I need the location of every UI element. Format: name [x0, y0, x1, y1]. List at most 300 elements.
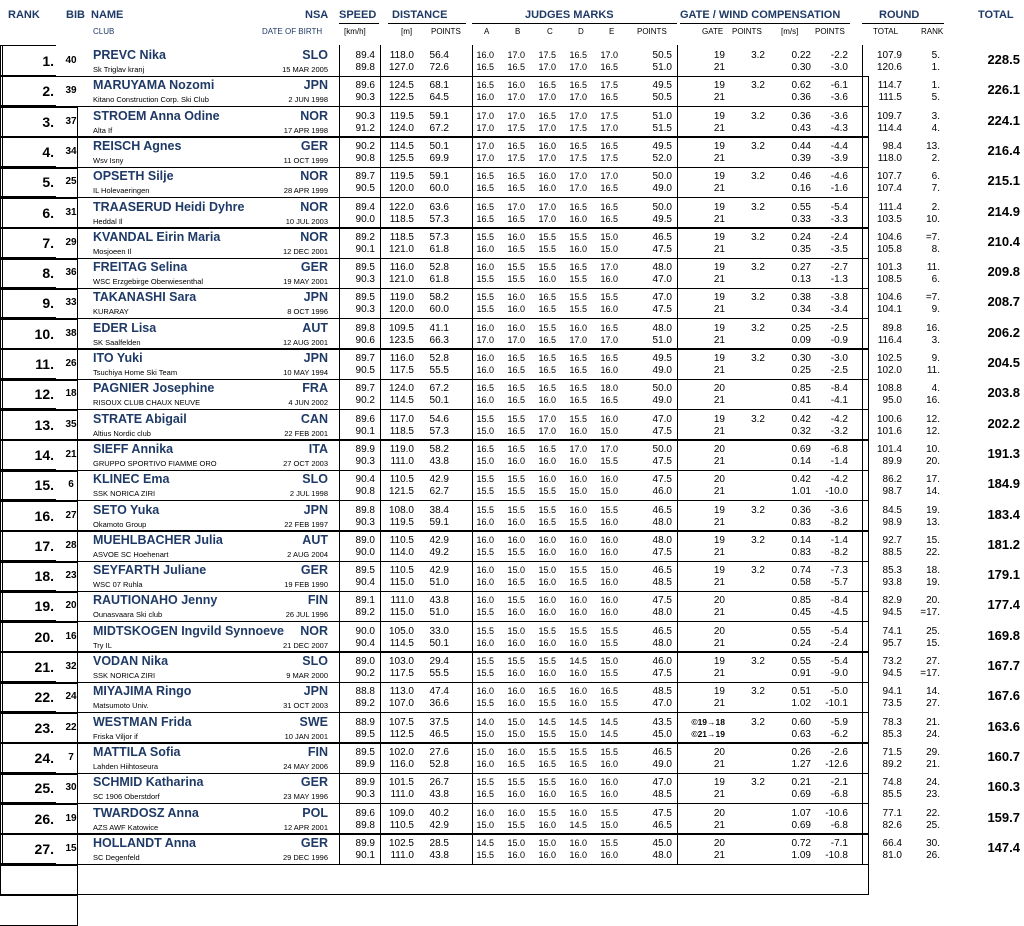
round-rank-value: 25. — [926, 625, 940, 637]
distance-points-value: 58.2 — [429, 292, 449, 304]
speed-value: 90.4 — [355, 577, 375, 589]
judge-e-value: 15.5 — [600, 625, 618, 636]
speed-value: 90.3 — [355, 516, 375, 528]
column-divider — [339, 439, 340, 470]
distance-value: 117.5 — [389, 668, 414, 679]
athlete-dob: 10 JAN 2001 — [284, 731, 328, 741]
speed-value: 90.2 — [355, 140, 375, 152]
wind-speed-value: 0.69 — [791, 819, 811, 831]
column-divider — [862, 136, 863, 167]
round-total-value: 89.9 — [882, 455, 902, 467]
judge-c-value: 15.5 — [538, 322, 556, 333]
column-divider — [677, 803, 678, 834]
athlete-name: ITO Yuki — [93, 351, 143, 365]
athlete-dob: 19 FEB 1990 — [284, 580, 328, 590]
judge-c-value: 16.5 — [538, 80, 556, 91]
judge-b-value: 15.0 — [507, 837, 525, 848]
athlete-total: 160.3 — [987, 779, 1020, 795]
judge-e-value: 16.0 — [600, 304, 618, 315]
distance-points-value: 51.0 — [429, 607, 449, 619]
wind-points-value: -3.6 — [830, 110, 848, 122]
judge-b-value: 16.5 — [507, 365, 525, 375]
judge-a-value: 15.0 — [476, 455, 494, 466]
distance-value: 110.5 — [389, 474, 414, 486]
judge-c-value: 17.0 — [538, 425, 556, 436]
gate-points-value: 3.2 — [751, 534, 765, 546]
bib-number: 16 — [65, 630, 77, 642]
rank: 5. — [2, 166, 56, 197]
athlete-club: Heddal Il — [93, 216, 123, 226]
wind-speed-value: 0.34 — [791, 304, 811, 316]
judge-points-value: 48.5 — [652, 789, 672, 801]
judge-points-value: 47.5 — [652, 807, 672, 819]
round-rank-value: 22. — [926, 546, 940, 558]
round-rank-value: 1. — [931, 80, 940, 92]
judge-points-value: 47.0 — [652, 292, 672, 304]
judge-b-value: 17.5 — [507, 152, 525, 163]
judge-points-value: 50.0 — [652, 383, 672, 395]
athlete-nsa: FRA — [302, 381, 328, 396]
distance-points-value: 43.8 — [429, 849, 449, 861]
judge-b-value: 16.0 — [507, 455, 525, 466]
distance-points-value: 60.0 — [429, 183, 449, 195]
gate-value: 19 — [713, 231, 725, 243]
athlete-club: Friska Viljor if — [93, 731, 138, 741]
judge-e-value: 16.5 — [600, 353, 618, 363]
rank: 1. — [2, 45, 56, 76]
column-divider — [677, 469, 678, 500]
column-divider — [339, 772, 340, 803]
rank: 7. — [2, 227, 56, 258]
gate-points-value: 3.2 — [751, 262, 765, 274]
gate-value: 20 — [713, 625, 725, 637]
wind-speed-value: 0.44 — [791, 140, 811, 152]
athlete-nsa: NOR — [300, 199, 328, 214]
table-row — [0, 712, 1024, 743]
round-total-value: 66.4 — [882, 837, 902, 849]
wind-points-value: -5.9 — [830, 716, 848, 728]
bib-number: 22 — [65, 721, 77, 733]
athlete-total: 191.3 — [987, 445, 1020, 461]
judge-e-value: 16.5 — [600, 395, 618, 406]
wind-points-value: -4.5 — [830, 607, 848, 619]
distance-points-value: 33.0 — [429, 625, 449, 637]
header-rank: RANK — [8, 9, 40, 21]
table-row — [0, 469, 1024, 500]
speed-value: 89.2 — [355, 607, 375, 619]
judge-d-value: 16.0 — [569, 807, 587, 818]
wind-points-value: -4.3 — [830, 122, 848, 134]
judge-a-value: 16.0 — [476, 577, 494, 588]
judge-points-value: 45.0 — [652, 728, 672, 740]
wind-speed-value: 0.09 — [791, 334, 811, 346]
speed-value: 89.9 — [355, 837, 375, 849]
round-rank-value: 9. — [931, 304, 940, 316]
athlete-name: REISCH Agnes — [93, 138, 182, 153]
judge-b-value: 16.0 — [507, 322, 525, 333]
judge-points-value: 48.5 — [652, 577, 672, 589]
judge-a-value: 16.5 — [476, 62, 494, 72]
athlete-nsa: GER — [300, 260, 328, 275]
wind-speed-value: 0.83 — [791, 546, 811, 558]
athlete-name: KLINEC Ema — [93, 472, 170, 487]
round-rank-value: 10. — [926, 443, 940, 455]
judge-a-value: 16.5 — [476, 183, 494, 194]
table-row — [0, 409, 1024, 440]
column-divider — [339, 651, 340, 682]
athlete-nsa: NOR — [300, 108, 328, 123]
distance-value: 121.5 — [388, 486, 414, 498]
gate-points-value: 3.2 — [751, 231, 765, 243]
wind-points-value: -1.6 — [830, 183, 848, 195]
round-total-value: 114.4 — [877, 122, 902, 134]
judge-d-value: 16.0 — [569, 474, 587, 485]
wind-speed-value: 0.60 — [791, 716, 811, 728]
round-total-value: 78.3 — [882, 716, 902, 728]
column-divider — [472, 348, 473, 379]
athlete-total: 204.5 — [987, 355, 1020, 370]
rank: 8. — [2, 257, 56, 288]
judge-e-value: 16.0 — [600, 607, 618, 618]
distance-points-value: 47.4 — [429, 686, 449, 698]
wind-speed-value: 0.83 — [791, 516, 811, 528]
athlete-total: 203.8 — [987, 385, 1020, 401]
column-divider — [677, 136, 678, 167]
header-dist-points: POINTS — [431, 27, 461, 36]
round-rank-value: 23. — [926, 789, 940, 801]
wind-speed-value: 0.39 — [791, 152, 811, 164]
judge-e-value: 15.5 — [600, 746, 618, 757]
wind-points-value: -4.2 — [830, 474, 848, 486]
athlete-total: 202.2 — [987, 415, 1020, 431]
gate-points-value: 3.2 — [751, 80, 765, 92]
column-divider — [380, 742, 381, 773]
table-row — [0, 197, 1024, 228]
round-rank-value: 4. — [931, 383, 940, 395]
gate-wind-underline — [680, 23, 850, 24]
column-divider — [862, 318, 863, 349]
column-divider — [677, 378, 678, 409]
judge-d-value: 15.0 — [569, 486, 587, 497]
rank: 17. — [2, 530, 56, 561]
judge-c-value: 15.5 — [538, 243, 556, 254]
judge-d-value: 17.0 — [569, 443, 587, 454]
distance-points-value: 67.2 — [429, 383, 449, 395]
round-rank-value: 12. — [926, 413, 940, 425]
judge-d-value: 16.5 — [569, 140, 587, 151]
column-divider — [339, 469, 340, 500]
judge-c-value: 17.0 — [538, 201, 556, 212]
table-row — [0, 500, 1024, 531]
gate-value: 20 — [713, 595, 725, 607]
speed-value: 90.1 — [355, 425, 375, 437]
rank: 27. — [2, 833, 56, 864]
athlete-total: 181.2 — [987, 536, 1020, 552]
judge-e-value: 15.5 — [600, 837, 618, 848]
gate-points-value: 3.2 — [751, 322, 765, 334]
gate-value: ©19→18 — [691, 716, 725, 727]
judge-c-value: 16.0 — [538, 171, 556, 182]
judge-points-value: 47.5 — [652, 455, 672, 467]
wind-points-value: -3.9 — [830, 152, 848, 164]
athlete-dob: 9 MAR 2000 — [286, 671, 328, 680]
distance-points-value: 50.1 — [429, 395, 449, 407]
column-divider — [677, 590, 678, 621]
athlete-name: OPSETH Silje — [93, 169, 174, 184]
column-divider — [339, 712, 340, 743]
wind-points-value: -8.4 — [830, 595, 848, 607]
judge-b-value: 16.0 — [507, 637, 525, 648]
bib-number: 25 — [65, 176, 77, 188]
table-row — [0, 136, 1024, 167]
wind-points-value: -5.0 — [830, 686, 848, 698]
header-gate: GATE — [702, 27, 724, 36]
athlete-total: 208.7 — [987, 294, 1020, 310]
athlete-nsa: JPN — [303, 502, 328, 517]
distance-value: 124.5 — [388, 80, 414, 92]
distance-points-value: 59.1 — [429, 110, 449, 122]
column-divider — [677, 197, 678, 228]
athlete-club: Tsuchiya Home Ski Team — [93, 368, 178, 377]
judge-e-value: 17.5 — [600, 110, 618, 121]
wind-points-value: -8.4 — [830, 383, 848, 395]
column-divider — [862, 621, 863, 652]
athlete-club: SSK NORICA ZIRI — [93, 671, 156, 680]
judge-d-value: 16.5 — [569, 383, 587, 394]
distance-points-value: 50.1 — [429, 140, 449, 152]
column-divider — [862, 590, 863, 621]
judge-points-value: 47.5 — [652, 425, 672, 437]
athlete-total: 160.7 — [987, 748, 1020, 764]
athlete-dob: 2 JUN 1998 — [288, 95, 328, 105]
header-name: NAME — [91, 9, 124, 21]
judge-a-value: 16.5 — [476, 443, 494, 454]
judge-c-value: 15.5 — [538, 807, 556, 818]
judge-a-value: 16.0 — [476, 262, 494, 273]
rank: 11. — [2, 348, 56, 379]
wind-speed-value: 1.09 — [791, 849, 811, 861]
column-divider — [380, 409, 381, 440]
judge-e-value: 16.0 — [600, 534, 618, 545]
round-rank-value: =17. — [920, 607, 940, 619]
athlete-nsa: JPN — [303, 290, 328, 305]
judge-e-value: 15.5 — [600, 637, 618, 648]
distance-points-value: 29.4 — [429, 656, 449, 667]
athlete-nsa: SLO — [302, 48, 328, 62]
round-rank-value: 24. — [926, 728, 940, 740]
judge-b-value: 15.5 — [507, 504, 525, 515]
judge-points-value: 49.5 — [652, 353, 672, 364]
header-e: E — [609, 27, 615, 36]
judge-d-value: 16.0 — [569, 425, 587, 436]
distance-points-value: 50.1 — [429, 637, 449, 649]
distance-points-value: 52.8 — [429, 262, 449, 274]
athlete-dob: 2 JUL 1998 — [289, 489, 328, 499]
judge-a-value: 16.0 — [476, 565, 494, 576]
wind-points-value: -5.7 — [830, 577, 848, 589]
judge-e-value: 16.5 — [600, 686, 618, 697]
column-divider — [472, 75, 473, 106]
judge-d-value: 14.5 — [569, 716, 587, 727]
athlete-dob: 29 DEC 1996 — [282, 852, 328, 862]
distance-value: 109.5 — [388, 322, 414, 334]
wind-speed-value: 1.01 — [791, 486, 811, 498]
column-divider — [862, 227, 863, 258]
speed-value: 90.4 — [355, 637, 375, 649]
judge-a-value: 16.0 — [476, 758, 494, 769]
round-rank-value: 16. — [926, 322, 940, 334]
athlete-dob: 4 JUN 2002 — [288, 398, 328, 408]
distance-points-value: 36.6 — [429, 698, 449, 710]
wind-speed-value: 0.21 — [791, 777, 811, 789]
rank: 4. — [2, 136, 56, 167]
distance-value: 113.0 — [389, 686, 414, 698]
judge-a-value: 16.0 — [476, 50, 494, 60]
column-divider — [339, 500, 340, 531]
judge-e-value: 16.0 — [600, 777, 618, 788]
wind-points-value: -6.8 — [830, 443, 848, 455]
column-divider — [380, 197, 381, 228]
distance-points-value: 61.8 — [429, 243, 449, 255]
judge-d-value: 17.5 — [569, 122, 587, 133]
bib-number: 27 — [65, 509, 77, 521]
judge-d-value: 16.5 — [569, 395, 587, 406]
judge-c-value: 17.0 — [538, 92, 556, 103]
gate-value: 20 — [713, 443, 725, 455]
wind-speed-value: 0.30 — [791, 62, 811, 73]
judge-a-value: 15.5 — [476, 486, 494, 497]
judge-d-value: 15.5 — [569, 274, 587, 285]
wind-speed-value: 0.69 — [791, 789, 811, 801]
distance-points-value: 67.2 — [429, 122, 449, 134]
speed-value: 89.6 — [355, 413, 375, 425]
judge-b-value: 16.0 — [507, 304, 525, 315]
wind-points-value: -4.1 — [830, 395, 848, 407]
column-divider — [380, 590, 381, 621]
table-row — [0, 106, 1024, 137]
table-row — [0, 772, 1024, 803]
round-total-value: 101.4 — [876, 443, 902, 455]
column-divider — [380, 803, 381, 834]
judge-d-value: 16.5 — [569, 50, 587, 60]
round-total-value: 73.2 — [882, 656, 902, 667]
judge-e-value: 16.5 — [600, 201, 618, 212]
round-rank-value: 21. — [926, 758, 940, 770]
judge-b-value: 15.5 — [507, 474, 525, 485]
judge-a-value: 16.5 — [476, 789, 494, 800]
gate-value: 21 — [713, 849, 725, 861]
judge-e-value: 16.5 — [600, 183, 618, 194]
header-wind-points: POINTS — [815, 27, 845, 36]
judge-d-value: 15.5 — [569, 231, 587, 242]
bib-number: 28 — [65, 539, 77, 551]
distance-value: 110.5 — [389, 534, 414, 546]
athlete-nsa: JPN — [303, 78, 328, 93]
column-divider — [677, 45, 678, 76]
speed-value: 90.3 — [355, 455, 375, 467]
wind-points-value: -2.1 — [830, 777, 848, 789]
round-total-value: 92.7 — [882, 534, 902, 546]
column-divider — [380, 530, 381, 561]
judge-points-value: 47.5 — [652, 668, 672, 679]
distance-value: 120.0 — [388, 304, 414, 316]
distance-value: 124.0 — [388, 383, 414, 395]
athlete-name: TWARDOSZ Anna — [93, 805, 199, 820]
bib-number: 26 — [65, 358, 77, 369]
round-total-value: 102.0 — [876, 365, 902, 376]
judge-points-value: 48.0 — [652, 516, 672, 528]
column-divider — [339, 803, 340, 834]
wind-speed-value: 0.63 — [791, 728, 811, 740]
round-rank-value: 27. — [926, 698, 940, 710]
distance-value: 120.0 — [388, 183, 414, 195]
round-total-value: 73.5 — [882, 698, 902, 710]
column-divider — [472, 45, 473, 76]
column-divider — [472, 318, 473, 349]
judge-a-value: 16.0 — [476, 516, 494, 527]
distance-value: 118.5 — [389, 425, 414, 437]
judge-e-value: 15.5 — [600, 455, 618, 466]
distance-value: 119.5 — [389, 171, 414, 183]
gate-value: 19 — [713, 565, 725, 577]
gate-points-value: 3.2 — [751, 171, 765, 183]
athlete-dob: 2 AUG 2004 — [287, 549, 328, 559]
bib-number: 15 — [65, 842, 77, 854]
wind-speed-value: 0.24 — [791, 231, 811, 243]
judge-e-value: 15.5 — [600, 668, 618, 678]
bib-number: 36 — [65, 267, 77, 279]
gate-points-value: 3.2 — [751, 413, 765, 425]
judge-points-value: 47.5 — [652, 304, 672, 316]
judge-b-value: 15.5 — [507, 486, 525, 497]
gate-value: 19 — [713, 534, 725, 546]
table-row — [0, 439, 1024, 470]
distance-value: 115.0 — [389, 607, 414, 619]
column-divider — [862, 257, 863, 288]
column-divider — [862, 530, 863, 561]
judge-d-value: 15.5 — [569, 292, 587, 303]
wind-points-value: -2.6 — [830, 746, 848, 758]
judge-d-value: 16.0 — [569, 322, 587, 333]
athlete-name: SCHMID Katharina — [93, 775, 204, 790]
column-divider — [677, 166, 678, 197]
column-divider — [677, 348, 678, 379]
gate-value: 19 — [713, 201, 725, 213]
table-row — [0, 257, 1024, 288]
table-row — [0, 742, 1024, 773]
distance-points-value: 37.5 — [429, 716, 449, 728]
judge-a-value: 17.0 — [476, 140, 494, 151]
wind-speed-value: 0.74 — [791, 565, 811, 577]
column-divider — [339, 136, 340, 167]
athlete-club: Mosjoeen Il — [93, 246, 132, 256]
judge-c-value: 17.0 — [538, 122, 556, 133]
column-divider — [472, 439, 473, 470]
judge-d-value: 14.5 — [569, 819, 587, 830]
column-divider — [862, 409, 863, 440]
judge-a-value: 16.5 — [476, 213, 494, 224]
gate-value: 21 — [713, 455, 725, 467]
athlete-dob: 11 OCT 1999 — [283, 155, 328, 165]
judge-points-value: 48.0 — [652, 534, 672, 546]
judge-d-value: 16.5 — [569, 365, 587, 375]
column-divider — [380, 318, 381, 349]
gate-value: 20 — [713, 474, 725, 486]
athlete-name: TRAASERUD Heidi Dyhre — [93, 199, 245, 214]
column-divider — [677, 772, 678, 803]
wind-speed-value: 0.14 — [791, 534, 811, 546]
column-divider — [677, 560, 678, 591]
